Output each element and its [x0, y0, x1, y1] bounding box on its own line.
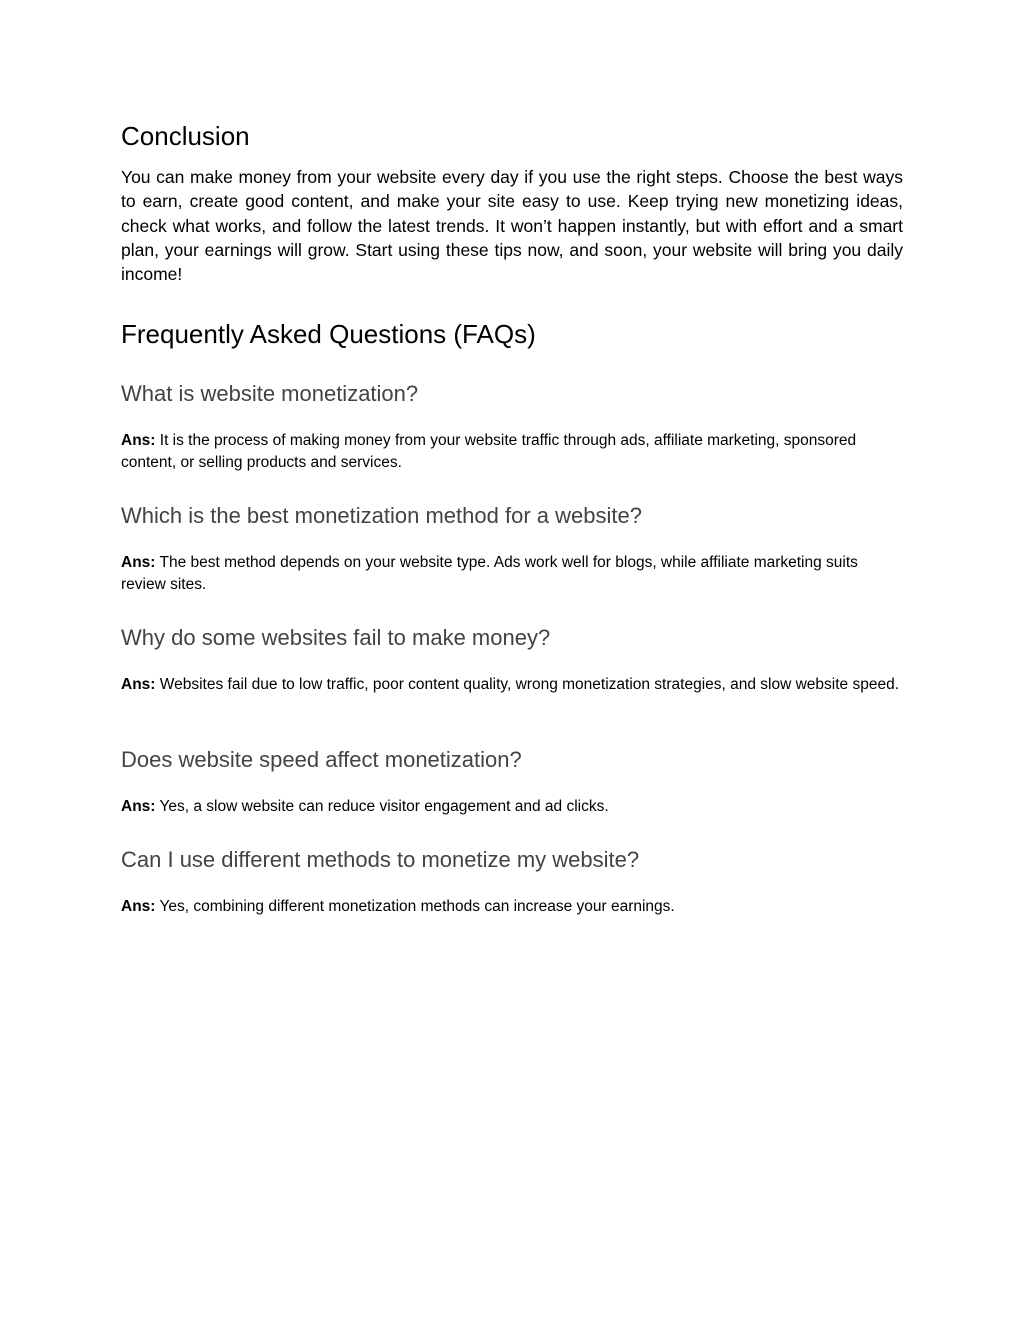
faq-question: Why do some websites fail to make money?: [121, 625, 551, 650]
answer-label: Ans:: [121, 432, 156, 449]
answer-label: Ans:: [121, 898, 156, 915]
answer-text: Websites fail due to low traffic, poor content quality, wrong monetization strategies, and slow website speed.: [159, 676, 899, 693]
faqs-heading: Frequently Asked Questions (FAQs): [121, 319, 536, 349]
answer-text: The best method depends on your website type. Ads work well for blogs, while affiliate marketing suits review sites.: [121, 554, 858, 593]
answer-label: Ans:: [121, 554, 156, 571]
answer-label: Ans:: [121, 798, 156, 815]
answer-text: Yes, combining different monetization methods can increase your earnings.: [159, 898, 675, 915]
answer-text: It is the process of making money from your website traffic through ads, affiliate marketing, sponsored content, or selling products and services.: [121, 432, 857, 471]
faq-question: What is website monetization?: [121, 381, 419, 406]
conclusion-heading: Conclusion: [121, 121, 250, 151]
answer-text: Yes, a slow website can reduce visitor engagement and ad clicks.: [159, 798, 609, 815]
faq-answer: [121, 896, 903, 918]
answer-label: Ans:: [121, 676, 156, 693]
faq-answer: [121, 674, 903, 696]
faq-answer: [121, 430, 903, 474]
faq-answer: [121, 796, 903, 818]
faq-question: Does website speed affect monetization?: [121, 747, 522, 772]
faq-answer: [121, 552, 903, 596]
faq-question: Which is the best monetization method for a website?: [121, 503, 642, 528]
conclusion-paragraph: You can make money from your website every day if you use the right steps. Choose the best ways to earn, create good content, and make your site easy to use. Keep trying new monetizing ideas, check what works, and follow the latest trends. It won’t happen instantly, but with effort and a smart plan, your earnings will grow. Start using these tips now, and soon, your website will bring you daily income!: [121, 167, 903, 285]
faq-question: Can I use different methods to monetize my website?: [121, 847, 640, 872]
